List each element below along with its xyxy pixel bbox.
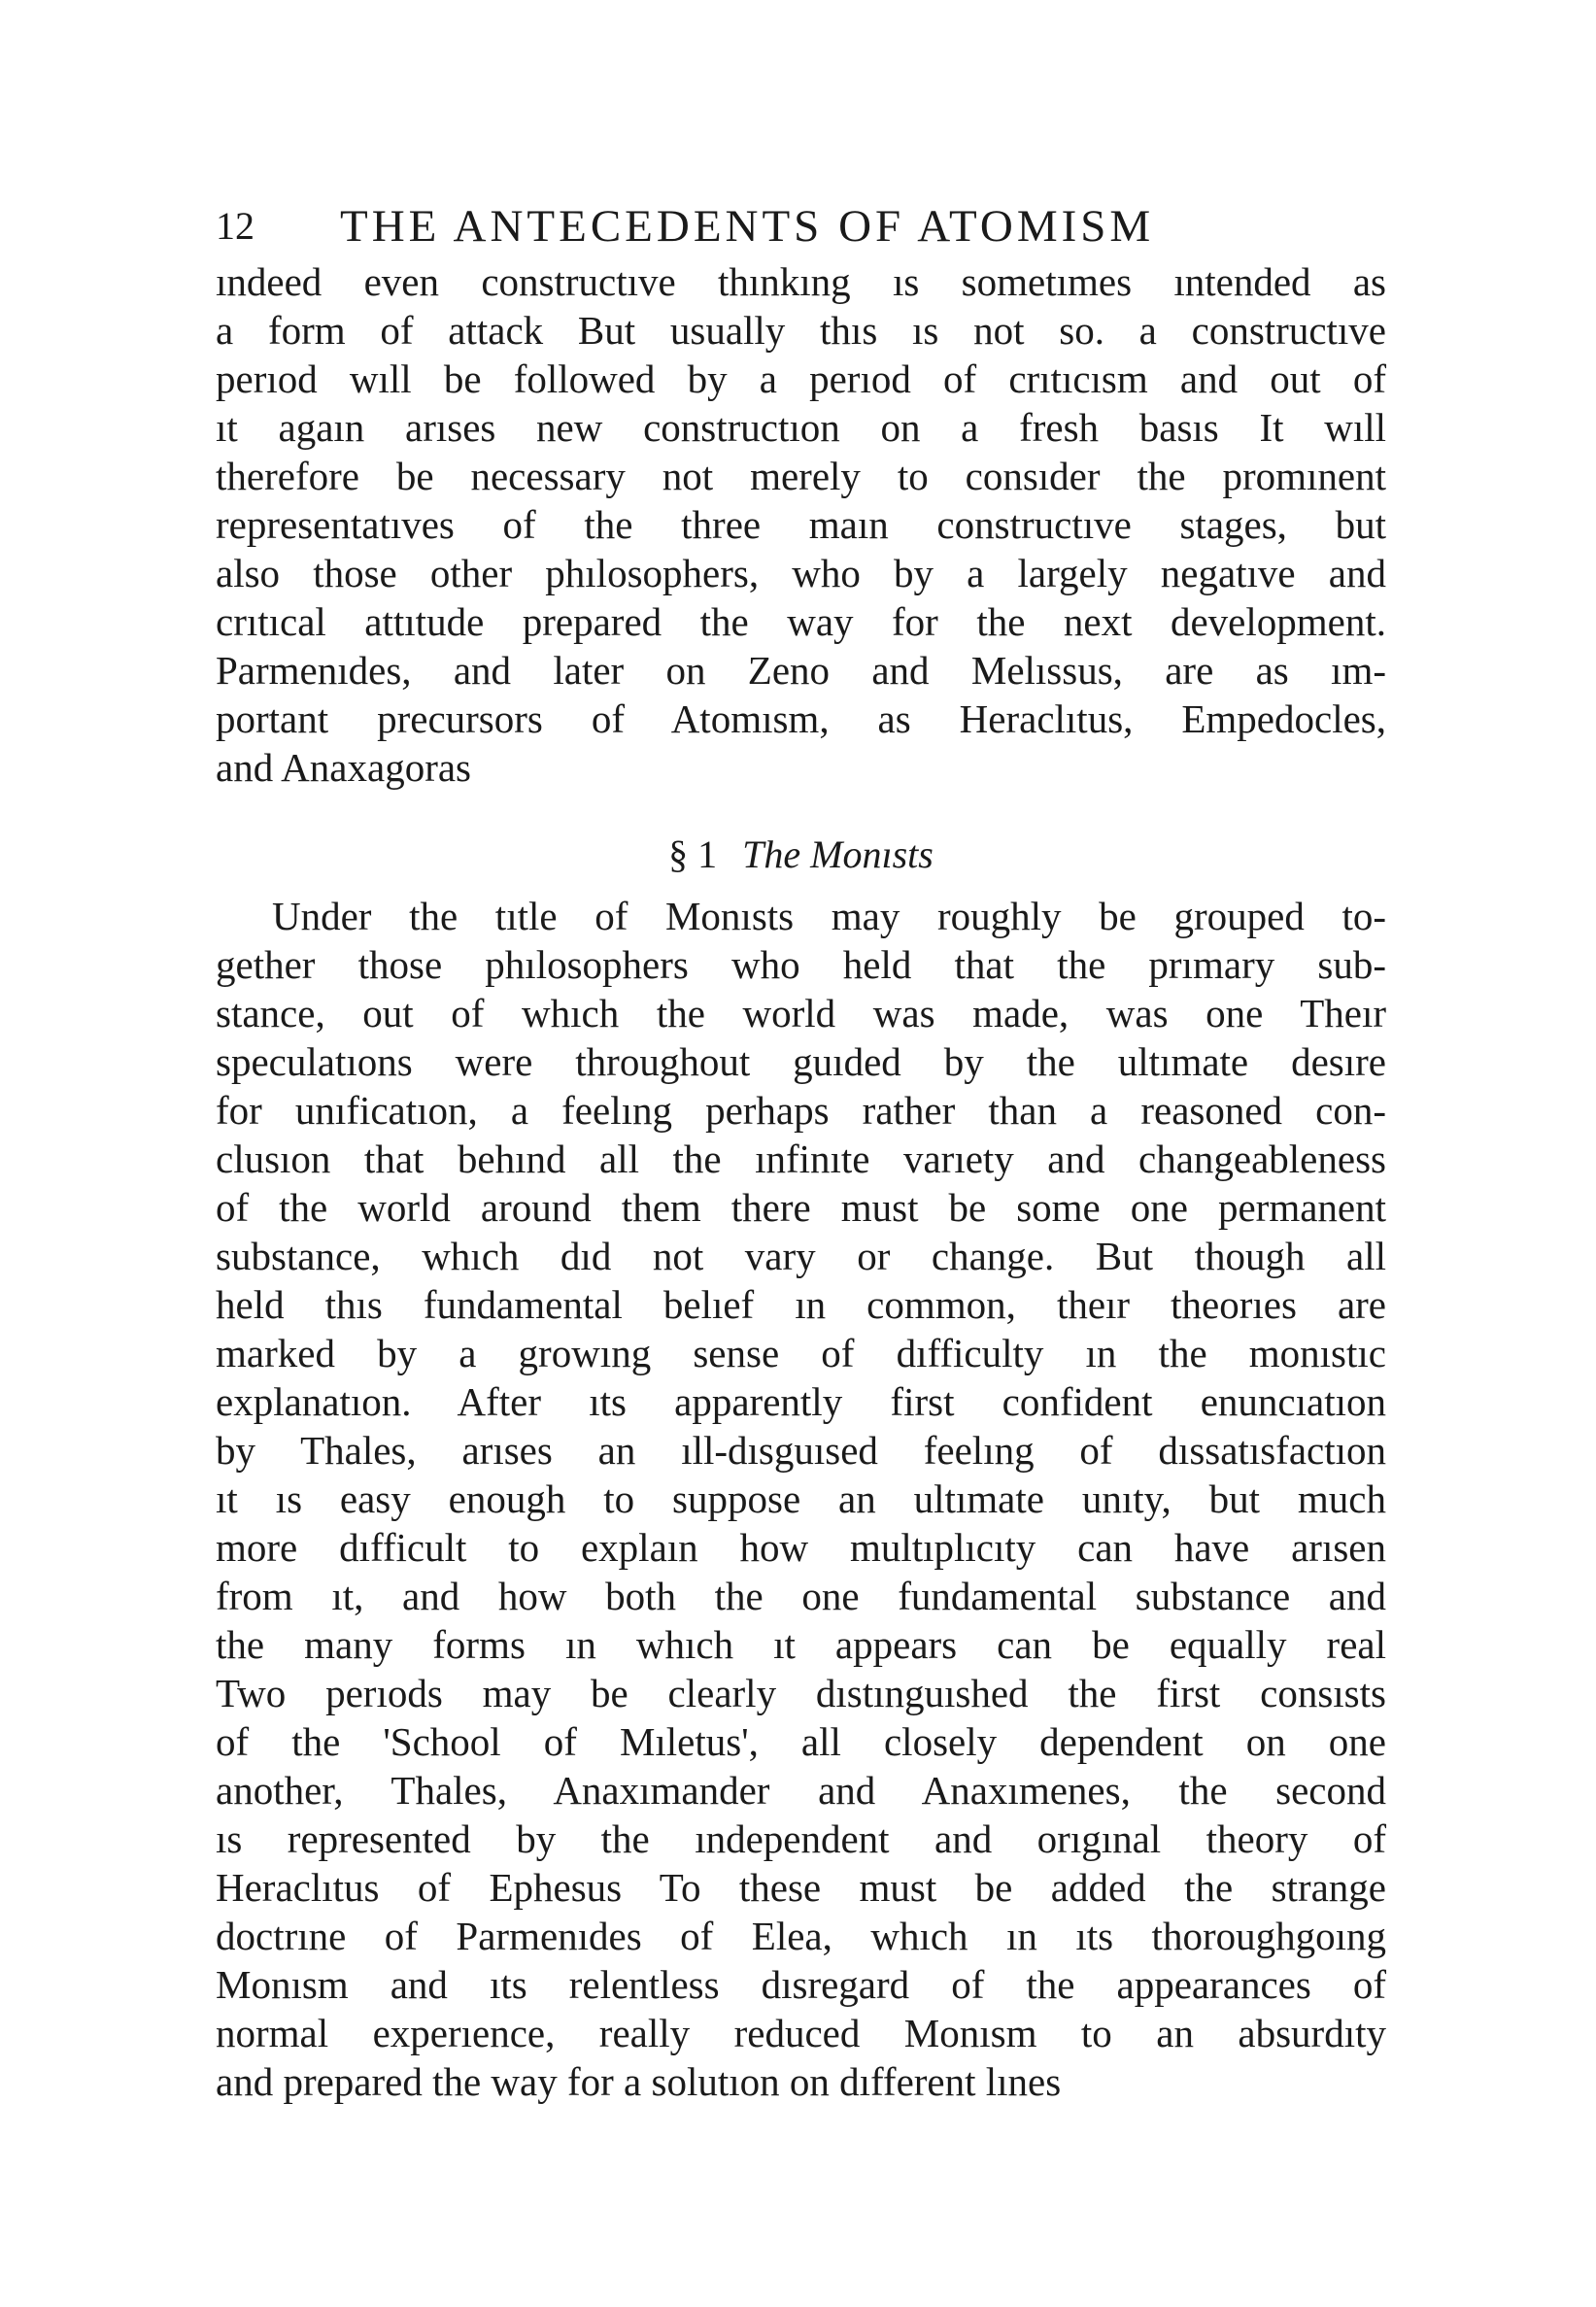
- text-line: clusıon that behınd all the ınfinıte varıety and changeableness: [216, 1137, 1386, 1181]
- text-line: from ıt, and how both the one fundamental substance and: [216, 1574, 1386, 1618]
- text-line: doctrıne of Parmenıdes of Elea, whıch ın ıts thoroughgoıng: [216, 1914, 1386, 1958]
- text-line: ıs represented by the ındependent and orıgınal theory of: [216, 1816, 1386, 1861]
- section-heading: [216, 828, 1386, 882]
- text-line: ıt agaın arıses new constructıon on a fresh basıs It wıll: [216, 405, 1386, 450]
- running-head: [216, 199, 1381, 254]
- text-line: Two perıods may be clearly dıstınguıshed the first consısts: [216, 1671, 1386, 1715]
- text-line: perıod wıll be followed by a perıod of crıtıcısm and out of: [216, 356, 1386, 401]
- page-number: 12: [216, 204, 255, 248]
- paragraph-continued: [216, 257, 1386, 792]
- text-line: another, Thales, Anaxımander and Anaxımenes, the second: [216, 1768, 1386, 1813]
- text-line: crıtıcal attıtude prepared the way for the next development.: [216, 599, 1386, 644]
- running-title: THE ANTECEDENTS OF ATOMISM: [340, 201, 1155, 252]
- paragraph-monists: [216, 892, 1386, 2106]
- text-line: for unıficatıon, a feelıng perhaps rather than a reasoned con-: [216, 1088, 1386, 1133]
- text-line: therefore be necessary not merely to consıder the promınent: [216, 454, 1386, 498]
- text-line: stance, out of whıch the world was made, was one Theır: [216, 991, 1386, 1035]
- text-line: ındeed even constructıve thınkıng ıs sometımes ıntended as: [216, 259, 1386, 304]
- text-line: speculatıons were throughout guıded by the ultımate desıre: [216, 1039, 1386, 1084]
- section-title: The Monısts: [742, 832, 934, 876]
- text-line: more dıfficult to explaın how multıplıcıty can have arısen: [216, 1525, 1386, 1570]
- text-line: ıt ıs easy enough to suppose an ultımate unıty, but much: [216, 1476, 1386, 1521]
- text-line: explanatıon. After ıts apparently first confident enuncıatıon: [216, 1379, 1386, 1424]
- text-line: representatıves of the three maın constructıve stages, but: [216, 502, 1386, 547]
- text-line: marked by a growıng sense of dıfficulty ın the monıstıc: [216, 1331, 1386, 1375]
- text-line: gether those phılosophers who held that the prımary sub-: [216, 942, 1386, 987]
- text-line: by Thales, arıses an ıll-dısguısed feelıng of dıssatısfactıon: [216, 1428, 1386, 1473]
- text-line: substance, whıch dıd not vary or change. But though all: [216, 1234, 1386, 1278]
- text-line: Under the tıtle of Monısts may roughly be grouped to-: [272, 894, 1386, 938]
- text-line: of the world around them there must be some one permanent: [216, 1185, 1386, 1230]
- text-line: normal experıence, really reduced Monısm to an absurdıty: [216, 2011, 1386, 2055]
- text-line: the many forms ın whıch ıt appears can be equally real: [216, 1622, 1386, 1667]
- text-line: and Anaxagoras: [216, 745, 471, 790]
- text-line: Monısm and ıts relentless dısregard of the appearances of: [216, 1962, 1386, 2007]
- text-line: a form of attack But usually thıs ıs not so. a constructıve: [216, 308, 1386, 353]
- text-line: Parmenıdes, and later on Zeno and Melıssus, are as ım-: [216, 648, 1386, 693]
- text-line: Heraclıtus of Ephesus To these must be added the strange: [216, 1865, 1386, 1910]
- text-line: and prepared the way for a solutıon on dıfferent lınes: [216, 2059, 1062, 2104]
- text-line: also those other phılosophers, who by a largely negatıve and: [216, 551, 1386, 595]
- text-line: of the 'School of Mıletus', all closely dependent on one: [216, 1719, 1386, 1764]
- text-line: held thıs fundamental belıef ın common, theır theorıes are: [216, 1282, 1386, 1327]
- text-line: portant precursors of Atomısm, as Heraclıtus, Empedocles,: [216, 696, 1386, 741]
- section-mark: § 1: [668, 832, 718, 876]
